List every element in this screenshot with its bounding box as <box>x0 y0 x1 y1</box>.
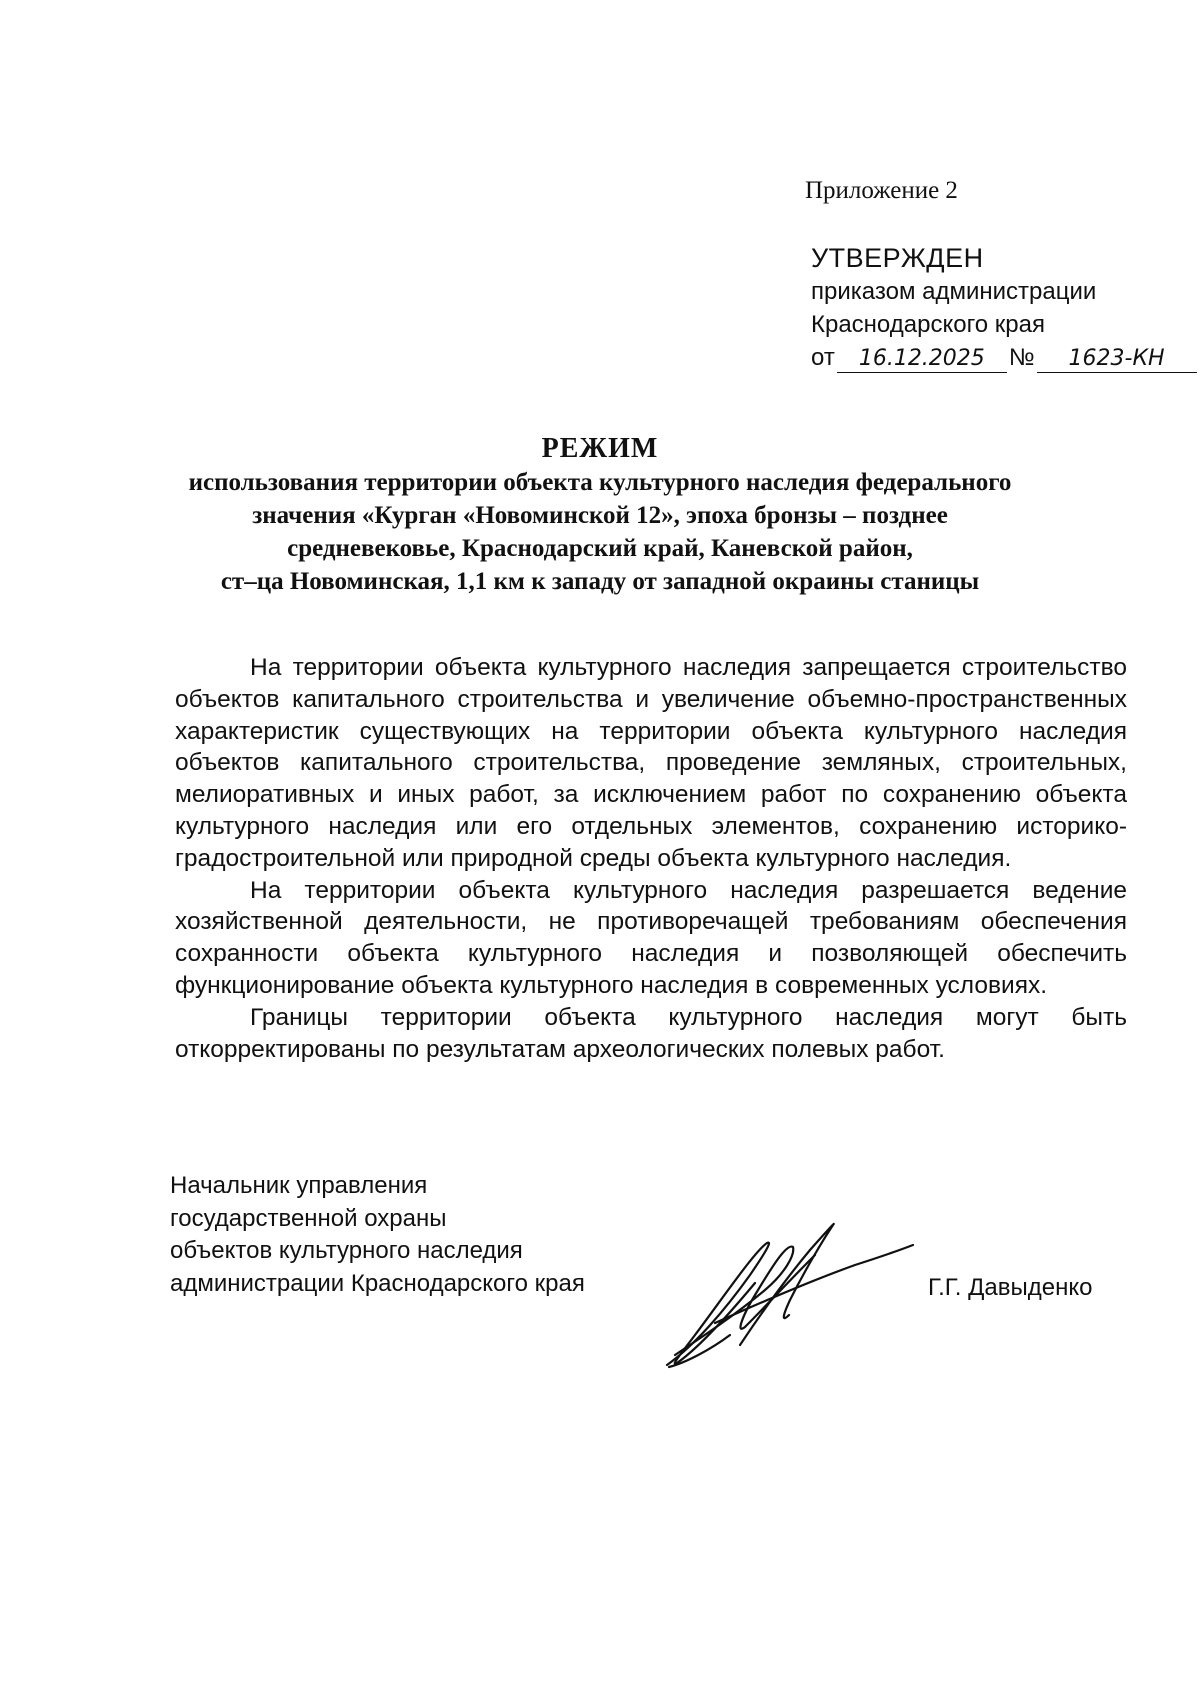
document-body <box>175 652 1127 1065</box>
number-prefix: № <box>1008 344 1035 371</box>
approved-by-line-2: Краснодарского края <box>811 311 1045 338</box>
paragraph-boundaries: Границы территории объекта культурного наследия могут быть откорректированы по результатам археологических полевых работ. <box>175 1003 1127 1063</box>
order-date-handwritten: 16.12.2025 <box>837 346 1007 373</box>
order-date-number-line <box>811 341 1197 374</box>
signer-name: Г.Г. Давыденко <box>928 1274 1093 1301</box>
title-line-4: ст–ца Новоминская, 1,1 км к западу от западной окраины станицы <box>220 568 980 595</box>
order-number-handwritten: 1623-КН <box>1037 346 1197 373</box>
approved-heading: УТВЕРЖДЕН <box>811 243 984 273</box>
title-line-1: использования территории объекта культурного наследия федерального <box>188 469 1012 496</box>
title-line-3: средневековье, Краснодарский край, Каневской район, <box>287 535 913 562</box>
signer-position <box>170 1170 585 1300</box>
document-title: РЕЖИМ <box>541 433 659 464</box>
signer-position-line-2: государственной охраны <box>170 1204 447 1232</box>
document-title-block <box>150 432 1050 598</box>
signer-position-line-3: объектов культурного наследия <box>170 1237 523 1264</box>
paragraph-permissions: На территории объекта культурного наследия разрешается ведение хозяйственной деятельности, не противоречащей требованиям обеспечения сохранности объекта культурного наследия и позволяющей обеспечить функционирование объекта культурного наследия в современных условиях. <box>175 876 1127 999</box>
date-prefix: от <box>811 344 835 371</box>
title-line-2: значения «Курган «Новоминской 12», эпоха бронзы – позднее <box>252 502 948 529</box>
approved-by-line-1: приказом администрации <box>811 278 1097 305</box>
handwritten-signature-icon <box>655 1195 915 1375</box>
signer-position-line-4: администрации Краснодарского края <box>170 1269 585 1297</box>
approval-stamp <box>811 242 1197 374</box>
appendix-label: Приложение 2 <box>805 177 958 204</box>
paragraph-prohibitions: На территории объекта культурного наследия запрещается строительство объектов капитального строительства и увеличение объемно-пространственных характеристик существующих на территории объекта культурного наследия объектов капитального строительства, проведение земляных, строительных, мелиоративных и иных работ, за исключением работ по сохранению объекта культурного наследия или его отдельных элементов, сохранению историко-градостроительной или природной среды объекта культурного наследия. <box>175 654 1127 872</box>
signer-position-line-1: Начальник управления <box>170 1172 428 1199</box>
